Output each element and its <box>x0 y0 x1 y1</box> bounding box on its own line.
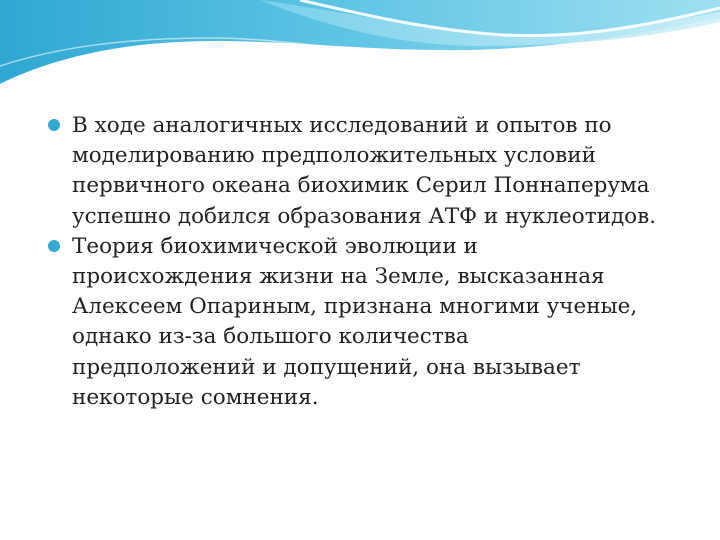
bullet-line: предположений и допущений, она вызывает <box>72 354 581 380</box>
bullet-list <box>48 111 698 413</box>
bullet-line: первичного океана биохимик Серил Поннаперума <box>72 173 650 199</box>
bullet-line: Теория биохимической эволюции и <box>72 233 478 259</box>
bullet-line: происхождения жизни на Земле, высказанная <box>72 264 605 290</box>
bullet-text <box>72 111 698 232</box>
bullet-line: успешно добился образования АТФ и нуклеотидов. <box>72 203 657 229</box>
bullet-line: моделированию предположительных условий <box>72 143 596 169</box>
bullet-text <box>72 232 698 413</box>
header-wave-decoration <box>0 0 720 90</box>
bullet-line: В ходе аналогичных исследований и опытов по <box>72 113 612 138</box>
bullet-item <box>48 111 698 232</box>
bullet-line: однако из-за большого количества <box>72 324 469 350</box>
bullet-dot-icon <box>48 119 60 131</box>
bullet-line: некоторые сомнения. <box>72 384 319 410</box>
bullet-dot-icon <box>48 240 60 252</box>
bullet-line: Алексеем Опариным, признана многими ученые, <box>72 294 638 320</box>
bullet-item <box>48 232 698 413</box>
